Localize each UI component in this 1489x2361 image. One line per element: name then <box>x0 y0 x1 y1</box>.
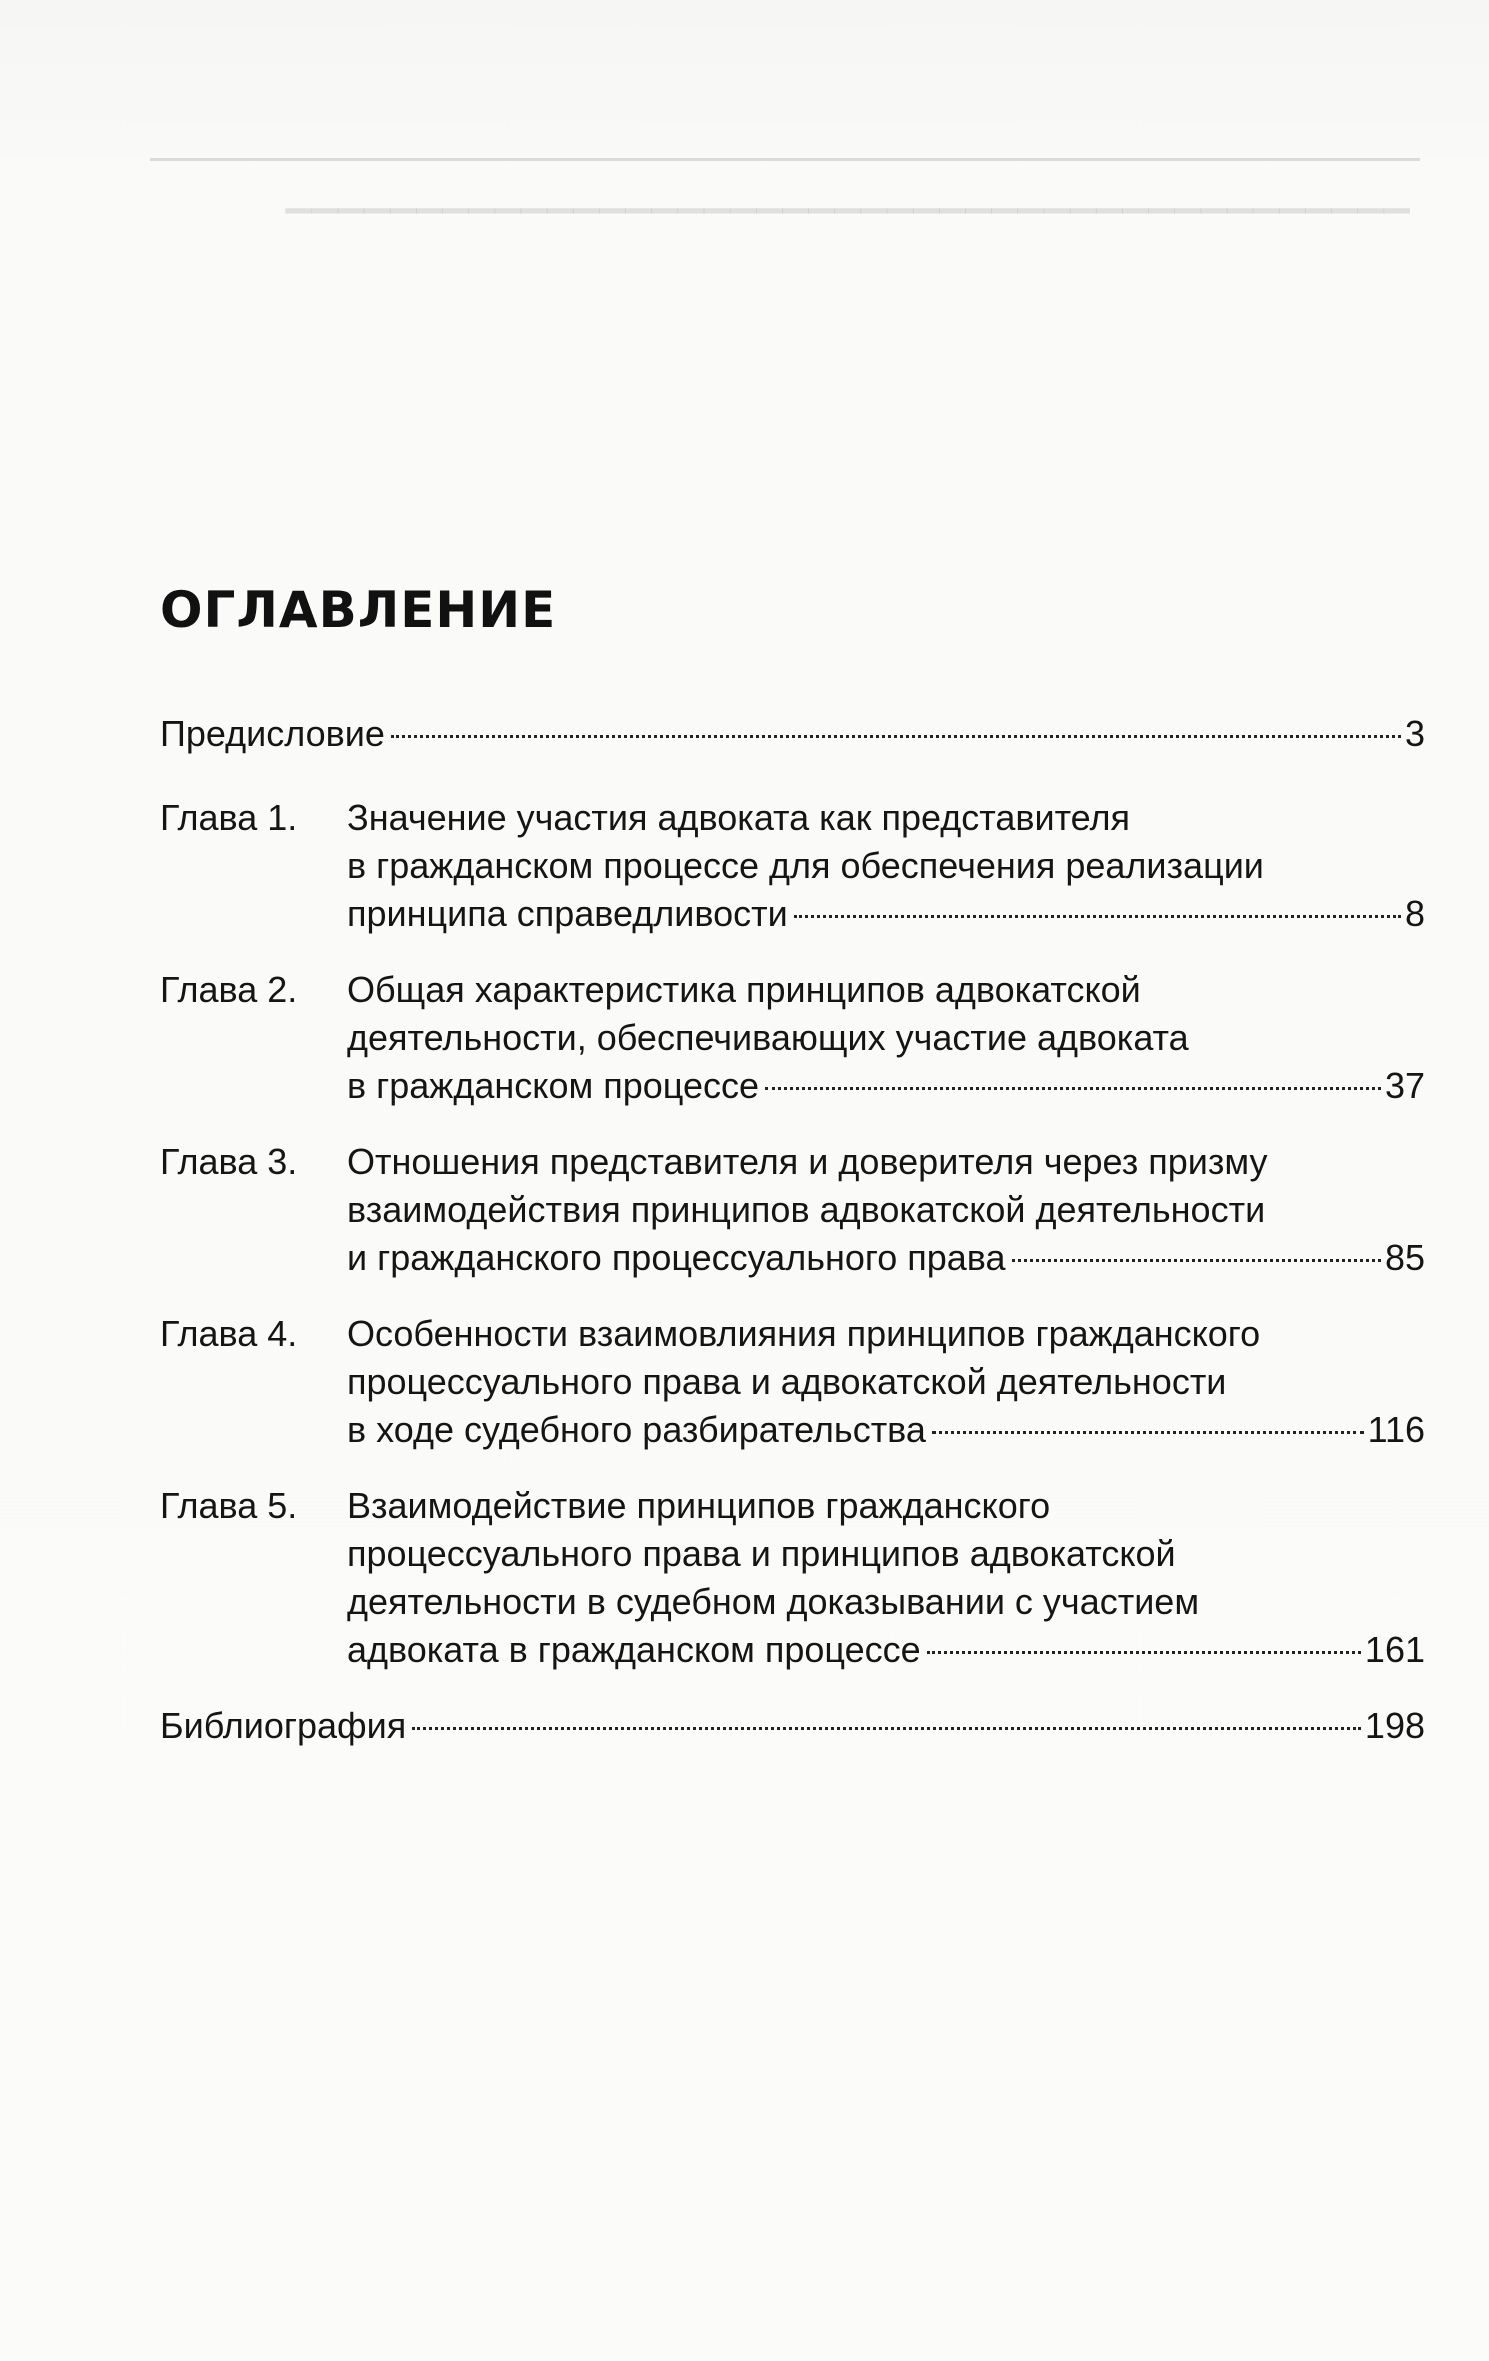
toc-entry-title: Библиография <box>160 1705 407 1746</box>
toc-entry-title: Предисловие <box>160 713 385 754</box>
chapter-title-line: деятельности в судебном доказывании с участием <box>347 1581 1200 1622</box>
dot-leader <box>794 915 1401 918</box>
toc-page-number: 37 <box>1384 1065 1425 1106</box>
toc-entry-line <box>160 710 1425 758</box>
chapter-label: Глава 3. <box>160 1141 298 1182</box>
chapter-title-line: в гражданском процессе для обеспечения реализации <box>347 845 1264 886</box>
toc-entry-body <box>160 1702 1425 1750</box>
chapter-title-line: Отношения представителя и доверителя через призму <box>347 1141 1268 1182</box>
chapter-title-line: в ходе судебного разбирательства <box>347 1409 926 1450</box>
toc-entry-body <box>160 710 1425 758</box>
bleed-through-text-block: ▔▔▔▔▔▔▔▔▔▔▔▔▔▔▔▔▔▔▔▔▔▔▔▔▔▔▔▔▔▔▔▔▔▔▔▔▔▔▔▔▔▔▔ <box>285 211 1410 248</box>
toc-entry-body <box>347 1482 1425 1674</box>
toc-entry-line <box>347 1406 1425 1454</box>
chapter-title-line: процессуального права и принципов адвокатской <box>347 1533 1176 1574</box>
chapter-label: Глава 5. <box>160 1485 298 1526</box>
chapter-label: Глава 2. <box>160 969 298 1010</box>
toc-entry-body <box>347 1310 1425 1454</box>
toc-page-number: 8 <box>1404 893 1425 934</box>
toc-entry-chapter-5[interactable] <box>160 1482 1425 1674</box>
chapter-label: Глава 1. <box>160 797 298 838</box>
toc-entry-bibliography[interactable] <box>160 1702 1425 1750</box>
toc-entry-line <box>347 1626 1425 1674</box>
toc-entry-line <box>160 1702 1425 1750</box>
dot-leader <box>927 1651 1361 1654</box>
chapter-title-line: принципа справедливости <box>347 893 788 934</box>
toc-page-number: 85 <box>1384 1237 1425 1278</box>
toc-entry-line <box>347 1234 1425 1282</box>
chapter-title-line: и гражданского процессуального права <box>347 1237 1006 1278</box>
toc-entry-body <box>347 966 1425 1110</box>
toc-entry-chapter-1[interactable] <box>160 794 1425 938</box>
chapter-title-line: деятельности, обеспечивающих участие адвоката <box>347 1017 1189 1058</box>
toc-entry-body <box>347 794 1425 938</box>
toc-entry-preface[interactable] <box>160 710 1425 758</box>
toc-entry-body <box>347 1138 1425 1282</box>
toc-page-number: 3 <box>1404 713 1425 754</box>
toc-page-number: 198 <box>1364 1705 1425 1746</box>
chapter-label: Глава 4. <box>160 1313 298 1354</box>
dot-leader <box>391 735 1401 738</box>
toc-entry-line <box>347 890 1425 938</box>
toc-entry-line <box>347 1062 1425 1110</box>
chapter-title-line: в гражданском процессе <box>347 1065 760 1106</box>
dot-leader <box>1012 1259 1381 1262</box>
chapter-title-line: адвоката в гражданском процессе <box>347 1629 921 1670</box>
toc-entry-chapter-2[interactable] <box>160 966 1425 1110</box>
dot-leader <box>932 1431 1364 1434</box>
toc-title: ОГЛАВЛЕНИЕ <box>160 581 557 639</box>
toc-entry-chapter-3[interactable] <box>160 1138 1425 1282</box>
chapter-title-line: Взаимодействие принципов гражданского <box>347 1485 1051 1526</box>
dot-leader <box>412 1727 1361 1730</box>
chapter-title-line: Значение участия адвоката как представителя <box>347 797 1130 838</box>
chapter-title-line: взаимодействия принципов адвокатской деятельности <box>347 1189 1266 1230</box>
chapter-title-line: Общая характеристика принципов адвокатской <box>347 969 1141 1010</box>
bleed-through-header-rule <box>150 158 1420 161</box>
dot-leader <box>765 1087 1381 1090</box>
bleed-through-running-head <box>150 108 1420 158</box>
table-of-contents <box>160 580 1425 1750</box>
chapter-title-line: Особенности взаимовлияния принципов гражданского <box>347 1313 1261 1354</box>
toc-page-number: 161 <box>1364 1629 1425 1670</box>
chapter-title-line: процессуального права и адвокатской деятельности <box>347 1361 1227 1402</box>
toc-entry-chapter-4[interactable] <box>160 1310 1425 1454</box>
toc-page-number: 116 <box>1367 1409 1425 1450</box>
